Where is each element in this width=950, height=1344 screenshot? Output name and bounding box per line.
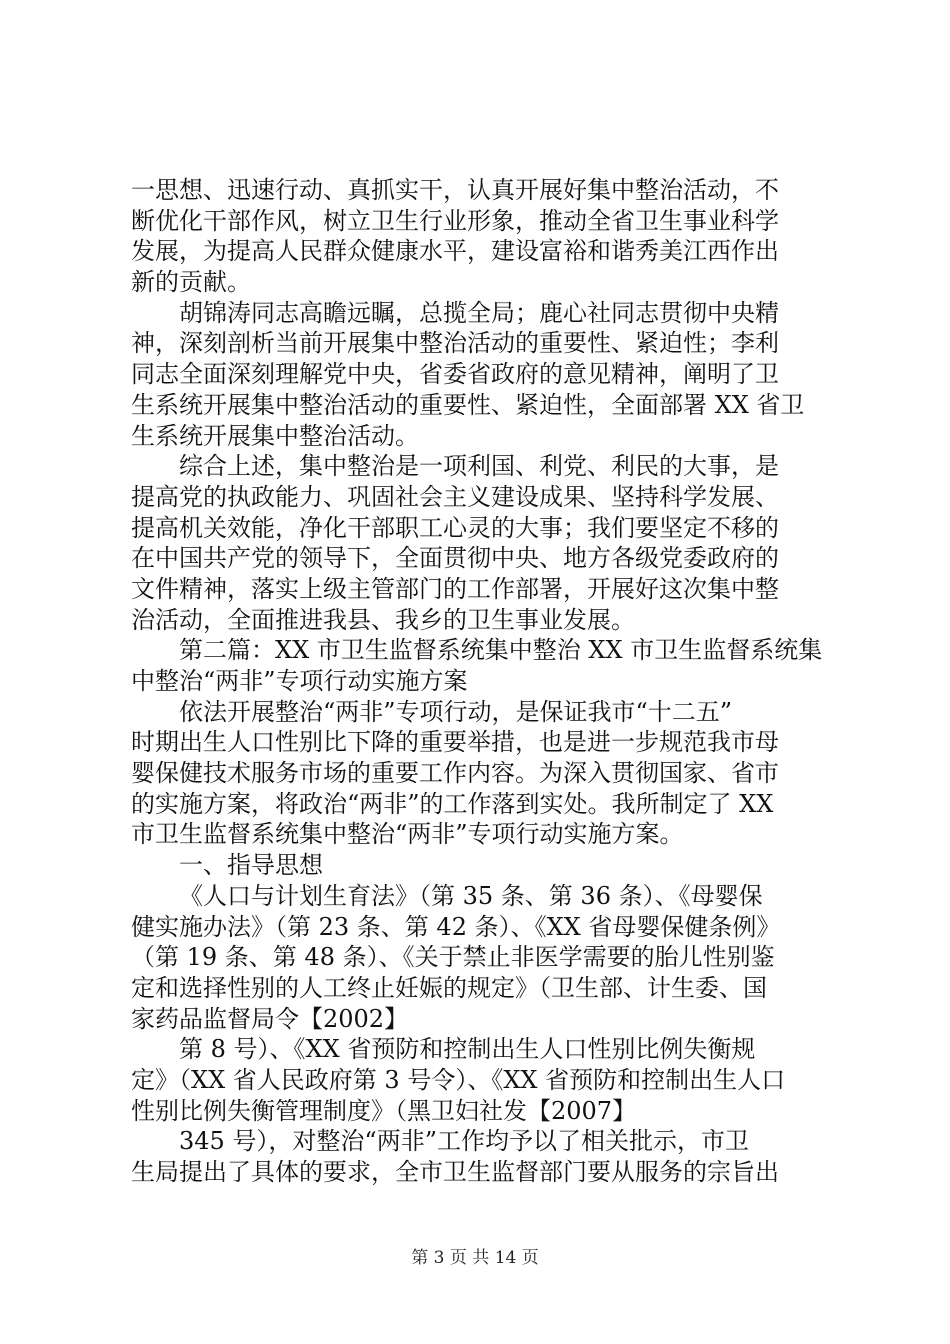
text-line: 神，深刻剖析当前开展集中整治活动的重要性、紧迫性；李利: [131, 329, 779, 358]
text-line: 文件精神，落实上级主管部门的工作部署，开展好这次集中整: [131, 574, 779, 603]
text-line: 一、指导思想: [179, 851, 323, 880]
text-line: 家药品监督局令【2002】: [131, 1004, 409, 1033]
text-line: 中整治“两非”专项行动实施方案: [131, 667, 468, 695]
text-line: 第二篇：XX 市卫生监督系统集中整治 XX 市卫生监督系统集: [179, 636, 823, 665]
text-line: 依法开展整治“两非”专项行动，是保证我市“十二五”: [179, 697, 733, 726]
text-line: 新的贡献。: [131, 268, 251, 297]
text-line: 发展，为提高人民群众健康水平，建设富裕和谐秀美江西作出: [131, 237, 779, 266]
text-line: 同志全面深刻理解党中央，省委省政府的意见精神，阐明了卫: [131, 360, 779, 389]
text-line: 提高党的执政能力、巩固社会主义建设成果、坚持科学发展、: [131, 482, 779, 511]
text-line: 定和选择性别的人工终止妊娠的规定》（卫生部、计生委、国: [131, 973, 767, 1002]
text-line: （第 19 条、第 48 条）、《关于禁止非医学需要的胎儿性别鉴: [131, 943, 775, 972]
text-line: 生系统开展集中整治活动的重要性、紧迫性，全面部署 XX 省卫: [131, 390, 805, 419]
text-line: 的实施方案，将政治“两非”的工作落到实处。我所制定了 XX: [131, 789, 774, 818]
page-footer: 第 3 页 共 14 页: [411, 1248, 539, 1268]
text-line: 综合上述，集中整治是一项利国、利党、利民的大事，是: [179, 452, 779, 481]
text-line: 断优化干部作风，树立卫生行业形象，推动全省卫生事业科学: [131, 206, 779, 235]
text-line: 健实施办法》（第 23 条、第 42 条）、《XX 省母婴保健条例》: [131, 912, 781, 941]
text-line: 一思想、迅速行动、真抓实干，认真开展好集中整治活动，不: [131, 176, 779, 204]
text-line: 345 号），对整治“两非”工作均予以了相关批示，市卫: [179, 1127, 749, 1156]
text-line: 婴保健技术服务市场的重要工作内容。为深入贯彻国家、省市: [131, 759, 779, 788]
text-line: 市卫生监督系统集中整治“两非”专项行动实施方案。: [131, 820, 684, 849]
text-line: 胡锦涛同志高瞻远瞩，总揽全局；鹿心社同志贯彻中央精: [179, 298, 779, 327]
text-line: 第 8 号）、《XX 省预防和控制出生人口性别比例失衡规: [179, 1035, 756, 1064]
text-line: 定》（XX 省人民政府第 3 号令）、《XX 省预防和控制出生人口: [131, 1065, 786, 1094]
text-line: 治活动，全面推进我县、我乡的卫生事业发展。: [131, 605, 635, 634]
text-line: 性别比例失衡管理制度》（黑卫妇社发【2007】: [131, 1096, 637, 1125]
text-line: 在中国共产党的领导下，全面贯彻中央、地方各级党委政府的: [131, 544, 779, 573]
text-line: 生局提出了具体的要求，全市卫生监督部门要从服务的宗旨出: [131, 1158, 779, 1186]
text-line: 提高机关效能，净化干部职工心灵的大事；我们要坚定不移的: [131, 513, 779, 542]
text-line: 《人口与计划生育法》（第 35 条、第 36 条）、《母婴保: [179, 881, 763, 910]
text-line: 生系统开展集中整治活动。: [131, 421, 419, 450]
text-line: 时期出生人口性别比下降的重要举措，也是进一步规范我市母: [131, 728, 779, 757]
document-body: [131, 175, 831, 1188]
